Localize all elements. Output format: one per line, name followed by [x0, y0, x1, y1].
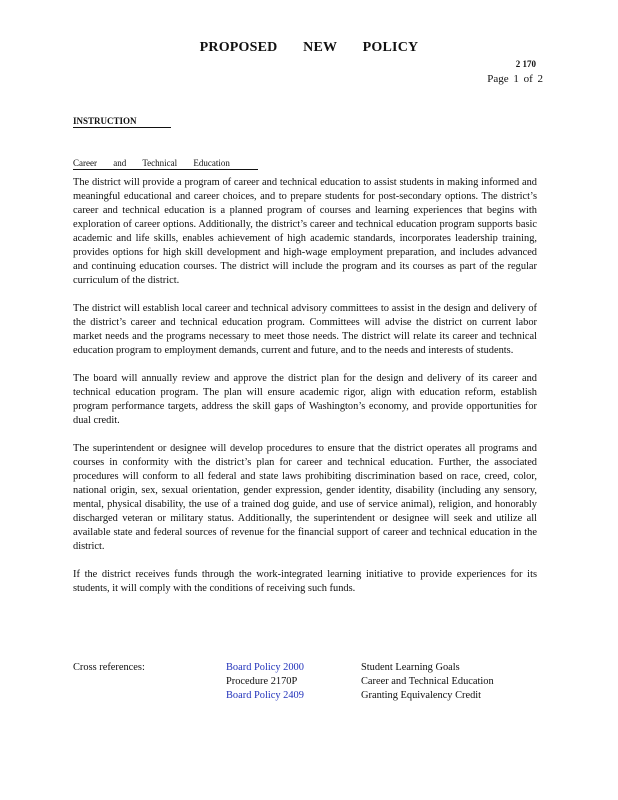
policy-body: [73, 176, 537, 610]
subsection-heading: Career and Technical Education: [73, 157, 258, 170]
paragraph: The district will establish local career and technical advisory committees to assist in the design and delivery of the district’s career and technical education program. Committees will advise the district on current labor market needs and the programs necessary to meet those needs. The district will relate its career and technical education program to employment demands, current and future, and to the needs and interests of students.: [73, 303, 537, 356]
procedure-reference: Procedure 2170P: [226, 676, 298, 687]
section-heading: INSTRUCTION: [73, 115, 171, 128]
cross-reference-description: Granting Equivalency Credit: [361, 690, 482, 701]
policy-link[interactable]: Board Policy 2409: [226, 690, 304, 701]
paragraph: If the district receives funds through the work-integrated learning initiative to provide experiences for its students, it will comply with the conditions of receiving such funds.: [73, 569, 537, 594]
paragraph: The district will provide a program of career and technical education to assist students in making informed and meaningful educational and career choices, and to prepare students for post-secondary options. The district’s career and technical education is a planned program of courses and learning experiences that begins with exploration of career options. Additionally, the district’s career and technical education program supports basic academic and life skills, enables achievement of high academic standards, incorporates leadership training, provides options for high skill development and high-wage employment preparation, and includes advanced and continuing education courses. The district will include the program and its courses as part of the regular curriculum of the district.: [73, 177, 537, 286]
cross-reference-row: [226, 675, 546, 689]
paragraph: The superintendent or designee will develop procedures to ensure that the district operates all programs and courses in conformity with the district’s plan for career and technical education. Further, the associated procedures will conform to all federal and state laws prohibiting discrimination based on race, creed, color, national origin, sex, sexual orientation, gender expression, gender identity, disability (including any sensory, mental, physical disability, the use of a trained dog guide, and use of service animal), religion, and honorably discharged veteran or military status. Additionally, the superintendent or designee will seek and utilize all available state and federal sources of revenue for the financial support of career and technical education in the district.: [73, 443, 537, 552]
policy-code: 2 170: [515, 59, 536, 69]
cross-references-label: Cross references:: [73, 662, 145, 673]
cross-reference-row: [226, 661, 546, 675]
cross-reference-description: Career and Technical Education: [361, 676, 494, 687]
cross-reference-row: [226, 689, 546, 703]
cross-reference-description: Student Learning Goals: [361, 662, 460, 673]
page-number: Page 1 of 2: [487, 73, 543, 85]
page-title: PROPOSED NEW POLICY: [199, 40, 419, 55]
paragraph: The board will annually review and approve the district plan for the design and delivery of its career and technical education program. The plan will ensure academic rigor, align with education reform, establish program performance targets, address the skill gaps of Washington’s economy, and provide opportunities for dual credit.: [73, 373, 537, 426]
policy-link[interactable]: Board Policy 2000: [226, 662, 304, 673]
